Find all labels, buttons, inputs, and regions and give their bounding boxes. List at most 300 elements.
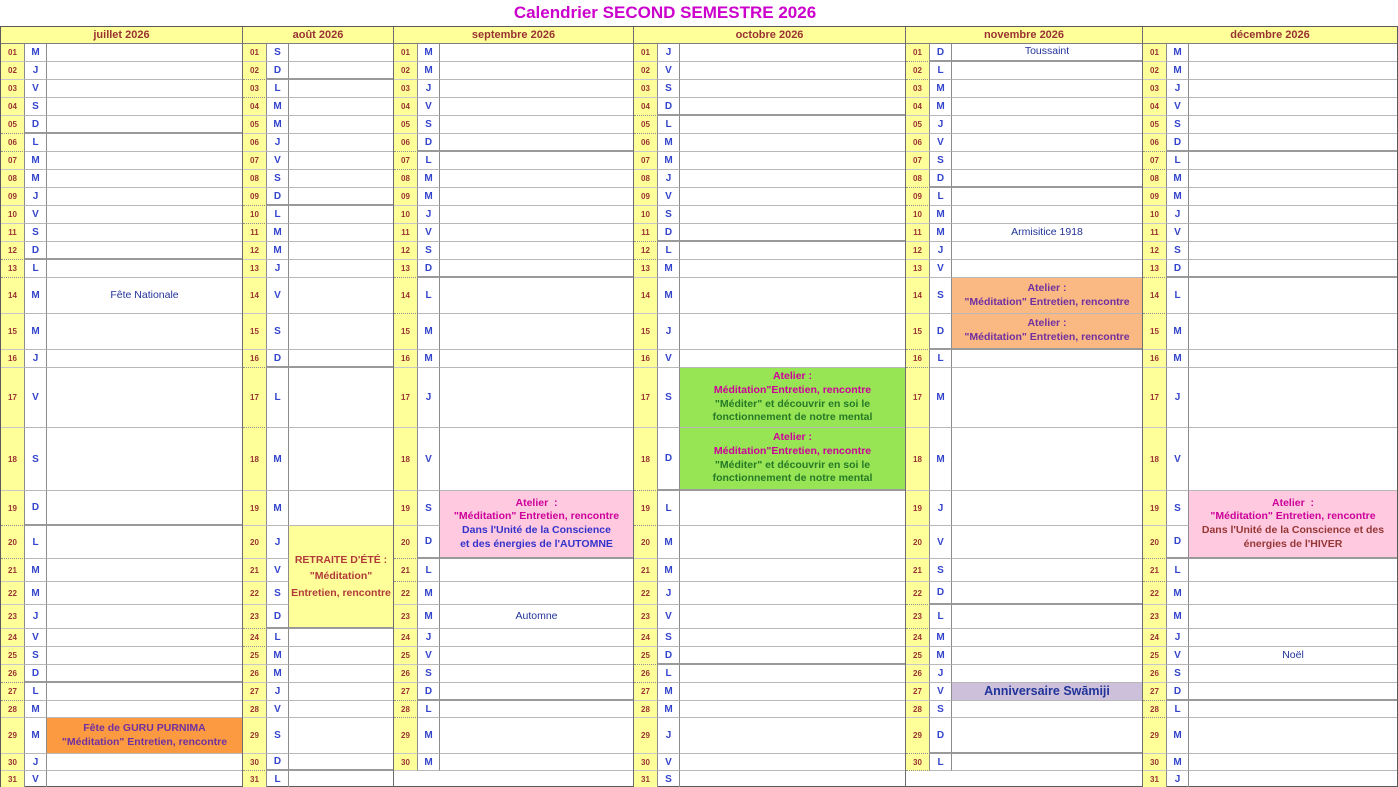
day-number-cell: 22 [906, 582, 930, 605]
empty-day-cell [1189, 152, 1397, 170]
day-number-cell: 20 [1143, 526, 1167, 559]
day-number-cell: 16 [906, 350, 930, 368]
day-number-cell: 08 [906, 170, 930, 188]
day-number-cell: 06 [394, 134, 418, 152]
day-letter-cell: V [25, 629, 47, 647]
day-letter-cell: M [418, 170, 440, 188]
day-number-cell: 14 [243, 278, 267, 314]
day-letter-cell: L [418, 278, 440, 314]
event-text-line: Méditation"Entretien, rencontre [713, 383, 872, 396]
day-letter-cell: V [418, 98, 440, 116]
empty-day-cell [47, 350, 242, 368]
day-letter-cell: J [418, 80, 440, 98]
empty-day-cell [47, 491, 242, 526]
empty-day-cell [289, 278, 393, 314]
day-number-cell: 04 [906, 98, 930, 116]
day-number-cell: 08 [394, 170, 418, 188]
day-number-cell: 22 [1143, 582, 1167, 605]
day-letter-cell: M [658, 683, 680, 701]
day-letter-cell: M [1167, 62, 1189, 80]
day-number-cell: 26 [243, 665, 267, 683]
day-letter-cell: S [25, 647, 47, 665]
day-letter-cell: D [1167, 134, 1189, 152]
day-letter-cell: S [267, 170, 289, 188]
day-letter-cell: S [267, 314, 289, 350]
day-number-cell: 29 [1, 718, 25, 754]
day-letter-cell: S [418, 665, 440, 683]
day-number-cell: 09 [1143, 188, 1167, 206]
day-number-cell: 31 [1, 771, 25, 787]
day-number-cell: 09 [394, 188, 418, 206]
event-cell [47, 278, 242, 314]
day-letter-cell: M [930, 428, 952, 491]
day-number-cell: 10 [394, 206, 418, 224]
empty-day-cell [952, 152, 1142, 170]
day-number-cell: 12 [243, 242, 267, 260]
day-letter-cell: L [418, 559, 440, 582]
day-letter-cell: D [25, 491, 47, 526]
day-letter-cell: D [930, 170, 952, 188]
empty-day-cell [1189, 224, 1397, 242]
empty-day-cell [680, 116, 905, 134]
day-number-cell: 20 [1, 526, 25, 559]
day-letter-cell: M [930, 80, 952, 98]
empty-day-cell [680, 152, 905, 170]
event-text-line: "Méditation" Entretien, rencontre [61, 735, 228, 748]
day-number-cell: 09 [243, 188, 267, 206]
empty-day-cell [440, 116, 633, 134]
day-letter-cell: L [25, 260, 47, 278]
day-letter-cell: L [930, 62, 952, 80]
day-number-cell: 17 [906, 368, 930, 428]
day-letter-cell: L [267, 771, 289, 787]
day-number-cell: 15 [634, 314, 658, 350]
empty-day-cell [1189, 116, 1397, 134]
day-letter-cell: M [1167, 605, 1189, 629]
day-letter-cell: V [1167, 224, 1189, 242]
empty-day-cell [1189, 368, 1397, 428]
day-number-cell: 28 [394, 701, 418, 718]
day-letter-cell: S [1167, 491, 1189, 526]
day-letter-cell: M [418, 350, 440, 368]
day-letter-cell: S [930, 152, 952, 170]
day-letter-cell: L [658, 665, 680, 683]
day-letter-cell: M [267, 665, 289, 683]
day-number-cell: 31 [634, 771, 658, 787]
event-text-line: Méditation"Entretien, rencontre [713, 444, 872, 457]
empty-day-cell [289, 242, 393, 260]
day-number-cell: 19 [1, 491, 25, 526]
empty-day-cell [440, 260, 633, 278]
day-letter-cell: L [25, 683, 47, 701]
month-header: août 2026 [243, 27, 393, 44]
day-number-cell: 14 [1, 278, 25, 314]
empty-day-cell [289, 152, 393, 170]
empty-day-cell [1189, 278, 1397, 314]
empty-day-cell [1189, 170, 1397, 188]
empty-day-cell [1189, 62, 1397, 80]
empty-day-cell [440, 559, 633, 582]
event-cell [1189, 491, 1397, 559]
day-number-cell: 12 [634, 242, 658, 260]
empty-day-cell [680, 134, 905, 152]
day-letter-cell: J [930, 242, 952, 260]
day-number-cell: 09 [634, 188, 658, 206]
empty-day-cell [680, 491, 905, 526]
day-letter-cell: M [658, 526, 680, 559]
day-letter-cell: J [1167, 206, 1189, 224]
empty-day-cell [289, 224, 393, 242]
empty-day-cell [680, 62, 905, 80]
day-letter-cell: M [1167, 718, 1189, 754]
event-text-line: "Méditation" Entretien, rencontre [1210, 510, 1376, 523]
empty-day-cell [952, 134, 1142, 152]
day-number-cell: 12 [1143, 242, 1167, 260]
day-number-cell: 26 [906, 665, 930, 683]
day-number-cell: 07 [243, 152, 267, 170]
day-letter-cell: J [418, 368, 440, 428]
empty-day-cell [47, 152, 242, 170]
day-number-cell: 28 [634, 701, 658, 718]
day-letter-cell: V [658, 605, 680, 629]
event-cell [1189, 647, 1397, 665]
day-letter-cell: D [25, 665, 47, 683]
event-cell [952, 314, 1142, 350]
day-letter-cell: J [418, 629, 440, 647]
day-letter-cell: J [25, 754, 47, 771]
day-letter-cell: S [25, 98, 47, 116]
day-letter-cell: S [1167, 242, 1189, 260]
day-letter-cell: J [267, 526, 289, 559]
day-number-cell: 02 [1, 62, 25, 80]
day-number-cell: 04 [1143, 98, 1167, 116]
day-letter-cell: V [658, 188, 680, 206]
empty-day-cell [680, 224, 905, 242]
month-column-6 [1142, 27, 1397, 786]
empty-day-cell [1189, 80, 1397, 98]
day-number-cell: 22 [1, 582, 25, 605]
event-cell [289, 526, 393, 629]
event-text-line: fonctionnement de notre mental [712, 472, 873, 485]
day-letter-cell: M [1167, 170, 1189, 188]
day-letter-cell: L [658, 491, 680, 526]
empty-day-cell [952, 368, 1142, 428]
day-number-cell: 24 [906, 629, 930, 647]
day-number-cell: 07 [906, 152, 930, 170]
event-text-line: "Méditation" Entretien, rencontre [964, 295, 1130, 308]
day-number-cell: 04 [1, 98, 25, 116]
empty-day-cell [289, 116, 393, 134]
empty-day-cell [1189, 188, 1397, 206]
day-letter-cell: D [658, 224, 680, 242]
day-letter-cell: L [1167, 278, 1189, 314]
empty-day-cell [440, 368, 633, 428]
day-letter-cell: V [658, 350, 680, 368]
day-number-cell: 17 [1143, 368, 1167, 428]
day-number-cell: 11 [394, 224, 418, 242]
event-text-line: Toussaint [1024, 45, 1070, 58]
empty-day-cell [680, 718, 905, 754]
day-letter-cell: V [418, 428, 440, 491]
day-letter-cell: S [418, 242, 440, 260]
day-letter-cell: D [25, 116, 47, 134]
empty-day-cell [289, 683, 393, 701]
day-letter-cell: L [267, 629, 289, 647]
empty-day-cell [440, 44, 633, 62]
day-number-cell: 13 [1, 260, 25, 278]
day-number-cell: 06 [243, 134, 267, 152]
day-letter-cell: S [418, 116, 440, 134]
day-letter-cell: M [658, 278, 680, 314]
empty-day-cell [680, 559, 905, 582]
empty-day-cell [440, 80, 633, 98]
day-number-cell: 02 [1143, 62, 1167, 80]
day-number-cell: 03 [1143, 80, 1167, 98]
day-letter-cell: M [418, 314, 440, 350]
event-text-line: Dans l'Unité de la Conscience [462, 524, 611, 536]
event-text-line: "Méditer" et découvrir en soi le [714, 397, 871, 410]
day-number-cell: 29 [243, 718, 267, 754]
day-number-cell: 18 [243, 428, 267, 491]
day-letter-cell: J [267, 134, 289, 152]
month-column-2 [242, 27, 393, 786]
day-letter-cell: V [930, 526, 952, 559]
empty-day-cell [289, 170, 393, 188]
empty-day-cell [440, 98, 633, 116]
day-letter-cell: M [930, 98, 952, 116]
empty-day-cell [952, 526, 1142, 559]
empty-day-cell [47, 116, 242, 134]
day-number-cell: 25 [906, 647, 930, 665]
empty-day-cell [440, 314, 633, 350]
empty-day-cell [47, 605, 242, 629]
day-letter-cell: J [1167, 80, 1189, 98]
empty-day-cell [289, 629, 393, 647]
day-letter-cell: J [25, 350, 47, 368]
empty-day-cell [289, 701, 393, 718]
empty-day-cell [440, 718, 633, 754]
day-number-cell: 01 [243, 44, 267, 62]
day-letter-cell: M [418, 718, 440, 754]
day-letter-cell: L [418, 152, 440, 170]
day-number-cell: 16 [1, 350, 25, 368]
empty-day-cell [952, 718, 1142, 754]
day-letter-cell: M [658, 134, 680, 152]
day-letter-cell: D [267, 62, 289, 80]
empty-day-cell [440, 701, 633, 718]
day-number-cell: 16 [394, 350, 418, 368]
day-letter-cell: M [1167, 582, 1189, 605]
day-number-cell: 06 [906, 134, 930, 152]
event-text-line: "Méditation" [309, 570, 373, 583]
empty-day-cell [440, 278, 633, 314]
day-number-cell: 29 [906, 718, 930, 754]
day-number-cell: 13 [243, 260, 267, 278]
event-text-line: Atelier : [515, 496, 558, 509]
empty-day-cell [952, 242, 1142, 260]
event-cell [47, 718, 242, 754]
day-number-cell: 19 [243, 491, 267, 526]
day-number-cell: 23 [634, 605, 658, 629]
day-letter-cell: J [930, 116, 952, 134]
day-number-cell: 01 [1, 44, 25, 62]
day-letter-cell: M [25, 582, 47, 605]
day-letter-cell: D [1167, 683, 1189, 701]
empty-day-cell [680, 260, 905, 278]
empty-day-cell [1189, 683, 1397, 701]
event-cell [952, 278, 1142, 314]
day-letter-cell: V [1167, 647, 1189, 665]
day-letter-cell: M [930, 368, 952, 428]
day-number-cell: 05 [243, 116, 267, 134]
day-number-cell: 01 [906, 44, 930, 62]
empty-day-cell [440, 647, 633, 665]
day-letter-cell: V [25, 206, 47, 224]
day-letter-cell: M [418, 582, 440, 605]
day-number-cell: 25 [634, 647, 658, 665]
day-number-cell: 15 [906, 314, 930, 350]
day-letter-cell: D [267, 188, 289, 206]
month-header: septembre 2026 [394, 27, 633, 44]
day-number-cell: 19 [634, 491, 658, 526]
event-text-line: fonctionnement de notre mental [712, 411, 873, 424]
day-number-cell: 02 [906, 62, 930, 80]
day-letter-cell: L [930, 350, 952, 368]
empty-day-cell [47, 559, 242, 582]
empty-day-cell [47, 242, 242, 260]
empty-day-cell [47, 647, 242, 665]
day-letter-cell: J [25, 605, 47, 629]
day-letter-cell: J [658, 44, 680, 62]
day-number-cell: 24 [634, 629, 658, 647]
event-text-line: "Méditation" Entretien, rencontre [964, 331, 1130, 343]
day-letter-cell: M [1167, 754, 1189, 771]
empty-day-cell [289, 754, 393, 771]
day-letter-cell: D [267, 605, 289, 629]
day-letter-cell: V [418, 647, 440, 665]
month-column-1 [1, 27, 242, 786]
empty-day-cell [289, 771, 393, 787]
empty-day-cell [47, 62, 242, 80]
day-number-cell: 23 [394, 605, 418, 629]
day-number-cell: 20 [243, 526, 267, 559]
day-letter-cell: V [658, 62, 680, 80]
day-number-cell: 20 [906, 526, 930, 559]
day-number-cell: 25 [243, 647, 267, 665]
empty-day-cell [1189, 629, 1397, 647]
day-letter-cell: M [25, 718, 47, 754]
day-number-cell: 22 [243, 582, 267, 605]
day-number-cell: 05 [1, 116, 25, 134]
day-number-cell: 19 [906, 491, 930, 526]
empty-day-cell [440, 428, 633, 491]
day-number-cell: 30 [394, 754, 418, 771]
empty-day-cell [440, 170, 633, 188]
day-number-cell: 05 [906, 116, 930, 134]
day-letter-cell: M [930, 629, 952, 647]
empty-day-cell [440, 62, 633, 80]
day-number-cell: 14 [906, 278, 930, 314]
day-number-cell: 13 [634, 260, 658, 278]
empty-day-cell [1189, 206, 1397, 224]
event-text-line: "Méditer" et découvrir en soi le [714, 458, 871, 471]
day-letter-cell: V [930, 260, 952, 278]
day-number-cell: 12 [1, 242, 25, 260]
day-letter-cell: M [658, 260, 680, 278]
day-letter-cell: J [658, 170, 680, 188]
day-letter-cell: V [930, 134, 952, 152]
day-letter-cell: M [418, 44, 440, 62]
empty-day-cell [47, 134, 242, 152]
day-number-cell: 17 [394, 368, 418, 428]
empty-day-cell [289, 491, 393, 526]
day-number-cell: 21 [634, 559, 658, 582]
day-letter-cell: V [267, 559, 289, 582]
event-text-line: Automne [515, 609, 558, 622]
day-number-cell: 07 [394, 152, 418, 170]
day-letter-cell: M [930, 224, 952, 242]
day-number-cell: 24 [394, 629, 418, 647]
empty-day-cell [47, 582, 242, 605]
empty-day-cell [289, 80, 393, 98]
day-letter-cell: D [418, 260, 440, 278]
empty-day-cell [1189, 605, 1397, 629]
day-number-cell: 27 [634, 683, 658, 701]
day-letter-cell: S [418, 491, 440, 526]
day-letter-cell: V [1167, 98, 1189, 116]
day-letter-cell: D [658, 98, 680, 116]
day-letter-cell: J [1167, 771, 1189, 787]
day-letter-cell: L [1167, 152, 1189, 170]
day-number-cell: 21 [1143, 559, 1167, 582]
day-letter-cell: M [418, 754, 440, 771]
empty-day-cell [680, 242, 905, 260]
event-text-line: Atelier : [772, 431, 813, 444]
day-letter-cell: M [267, 224, 289, 242]
day-number-cell: 16 [243, 350, 267, 368]
day-letter-cell: M [25, 314, 47, 350]
day-letter-cell: V [267, 701, 289, 718]
day-letter-cell: S [267, 718, 289, 754]
day-letter-cell: D [418, 134, 440, 152]
day-letter-cell: L [25, 526, 47, 559]
empty-day-cell [680, 98, 905, 116]
day-number-cell: 10 [906, 206, 930, 224]
day-number-cell: 04 [394, 98, 418, 116]
empty-day-cell [440, 665, 633, 683]
day-letter-cell: S [658, 368, 680, 428]
day-letter-cell: S [658, 629, 680, 647]
empty-day-cell [1189, 242, 1397, 260]
day-letter-cell: M [658, 559, 680, 582]
day-number-cell: 11 [1, 224, 25, 242]
empty-day-cell [47, 224, 242, 242]
day-number-cell: 11 [906, 224, 930, 242]
month-column-4 [633, 27, 905, 786]
event-cell [952, 44, 1142, 62]
day-letter-cell: D [25, 242, 47, 260]
event-text-line: Fête Nationale [110, 288, 179, 301]
day-letter-cell: J [267, 683, 289, 701]
empty-day-cell [289, 260, 393, 278]
day-number-cell: 18 [394, 428, 418, 491]
event-cell [680, 428, 905, 491]
day-letter-cell: L [418, 701, 440, 718]
day-letter-cell: M [25, 559, 47, 582]
day-letter-cell: M [267, 98, 289, 116]
day-letter-cell: L [658, 116, 680, 134]
empty-day-cell [680, 278, 905, 314]
